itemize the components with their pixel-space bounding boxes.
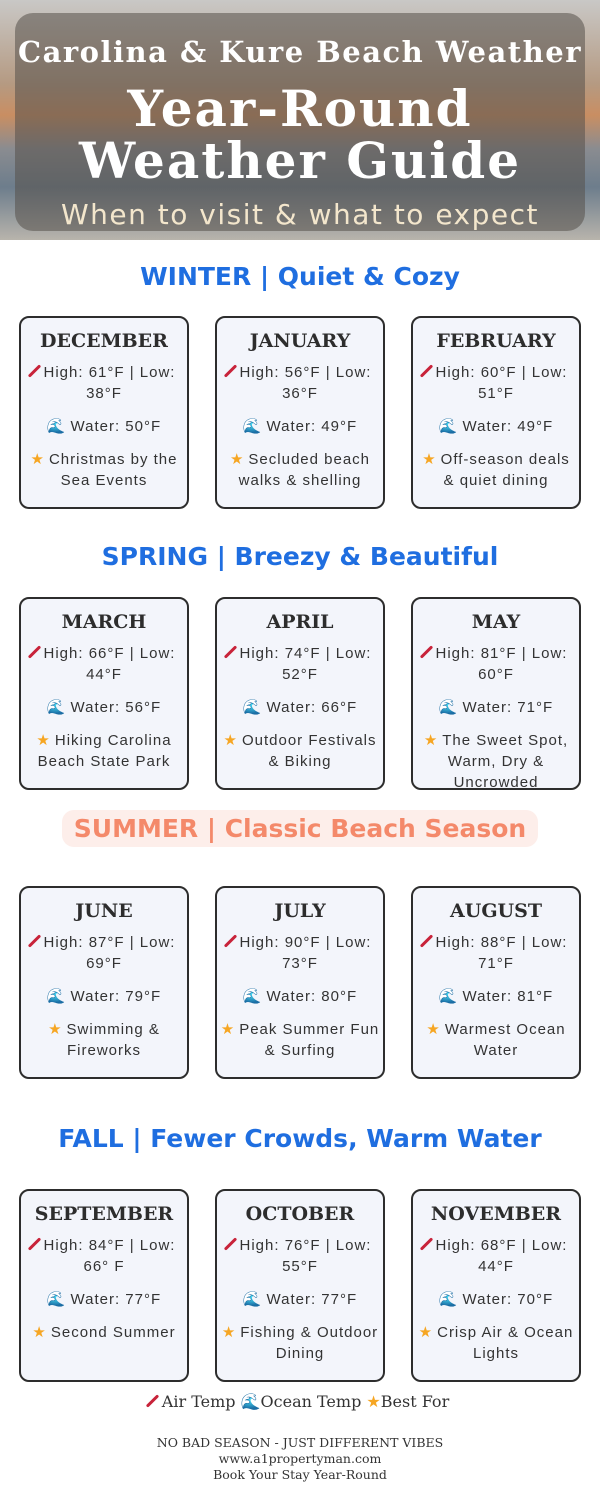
best-for bbox=[413, 449, 579, 491]
star-icon: ★ bbox=[422, 451, 437, 468]
thermometer-icon bbox=[419, 645, 432, 658]
month-name: SEPTEMBER bbox=[34, 1203, 174, 1225]
season-heading-text: SPRING | Breezy & Beautiful bbox=[101, 542, 499, 571]
month-name: NOVEMBER bbox=[430, 1203, 562, 1225]
water-temp-text: Water: 49°F bbox=[462, 418, 554, 435]
month-card-may bbox=[411, 597, 581, 790]
air-temp bbox=[413, 932, 579, 974]
hero-banner bbox=[0, 0, 600, 240]
air-temp-text: High: 90°F | Low: 73°F bbox=[239, 934, 372, 972]
best-for-text: The Sweet Spot, Warm, Dry & Uncrowded bbox=[442, 732, 569, 791]
star-icon: ★ bbox=[418, 1324, 434, 1341]
water-temp bbox=[21, 986, 187, 1007]
month-card-february bbox=[411, 316, 581, 509]
star-icon: ★ bbox=[426, 1021, 441, 1038]
best-for bbox=[21, 1019, 187, 1061]
water-temp bbox=[217, 1289, 383, 1310]
legend bbox=[0, 1392, 600, 1411]
star-icon: ★ bbox=[221, 1324, 237, 1341]
hero-title bbox=[15, 79, 585, 190]
best-for bbox=[21, 449, 187, 491]
air-temp-text: High: 84°F | Low: 66° F bbox=[43, 1237, 176, 1275]
best-for-text: Outdoor Festivals & Biking bbox=[241, 732, 377, 770]
star-icon: ★ bbox=[229, 451, 245, 468]
wave-icon: 🌊 bbox=[46, 418, 67, 435]
air-temp bbox=[217, 643, 383, 685]
wave-icon: 🌊 bbox=[242, 988, 263, 1005]
hero-title-line1: Year-Round bbox=[127, 79, 473, 138]
wave-icon: 🌊 bbox=[438, 418, 459, 435]
month-name: FEBRUARY bbox=[436, 330, 556, 352]
best-for bbox=[413, 730, 579, 793]
month-name: APRIL bbox=[266, 611, 334, 633]
star-icon: ★ bbox=[423, 732, 439, 749]
wave-icon: 🌊 bbox=[438, 988, 459, 1005]
wave-icon: 🌊 bbox=[46, 988, 67, 1005]
water-temp-text: Water: 49°F bbox=[266, 418, 358, 435]
month-card-january bbox=[215, 316, 385, 509]
air-temp-text: High: 87°F | Low: 69°F bbox=[43, 934, 176, 972]
star-icon: ★ bbox=[30, 451, 45, 468]
air-temp bbox=[21, 643, 187, 685]
water-temp-text: Water: 70°F bbox=[462, 1291, 554, 1308]
thermometer-icon bbox=[419, 934, 432, 947]
month-card-june bbox=[19, 886, 189, 1079]
water-temp-text: Water: 77°F bbox=[266, 1291, 358, 1308]
best-for bbox=[413, 1322, 579, 1364]
season-heading-text: FALL | Fewer Crowds, Warm Water bbox=[58, 1124, 542, 1153]
air-temp bbox=[21, 932, 187, 974]
air-temp-text: High: 56°F | Low: 36°F bbox=[239, 364, 372, 402]
best-for-text: Warmest Ocean Water bbox=[444, 1021, 566, 1059]
water-temp bbox=[21, 1289, 187, 1310]
best-for bbox=[21, 730, 187, 772]
wave-icon: 🌊 bbox=[438, 699, 459, 716]
best-for-text: Fishing & Outdoor Dining bbox=[240, 1324, 379, 1362]
month-name: JUNE bbox=[75, 900, 133, 922]
air-temp bbox=[217, 1235, 383, 1277]
wave-icon: 🌊 bbox=[240, 1392, 261, 1411]
month-card-october bbox=[215, 1189, 385, 1382]
air-temp bbox=[21, 1235, 187, 1277]
month-card-november bbox=[411, 1189, 581, 1382]
air-temp bbox=[413, 362, 579, 404]
thermometer-icon bbox=[419, 1237, 432, 1250]
best-for-text: Peak Summer Fun & Surfing bbox=[239, 1021, 380, 1059]
wave-icon: 🌊 bbox=[46, 1291, 67, 1308]
hero-title-line2: Weather Guide bbox=[78, 131, 522, 190]
water-temp bbox=[217, 986, 383, 1007]
star-icon: ★ bbox=[48, 1021, 63, 1038]
season-heading-spring bbox=[0, 538, 600, 575]
thermometer-icon bbox=[419, 364, 432, 377]
star-icon: ★ bbox=[32, 1324, 47, 1341]
month-name: AUGUST bbox=[450, 900, 542, 922]
best-for-text: Swimming & Fireworks bbox=[66, 1021, 160, 1059]
legend-best: Best For bbox=[380, 1392, 450, 1411]
water-temp bbox=[413, 1289, 579, 1310]
season-heading-summer bbox=[0, 810, 600, 847]
water-temp bbox=[413, 986, 579, 1007]
month-card-july bbox=[215, 886, 385, 1079]
air-temp-text: High: 68°F | Low: 44°F bbox=[435, 1237, 568, 1275]
thermometer-icon bbox=[223, 1237, 236, 1250]
water-temp-text: Water: 81°F bbox=[462, 988, 554, 1005]
water-temp bbox=[217, 416, 383, 437]
best-for-text: Christmas by the Sea Events bbox=[48, 451, 178, 489]
best-for-text: Hiking Carolina Beach State Park bbox=[37, 732, 172, 770]
water-temp-text: Water: 80°F bbox=[266, 988, 358, 1005]
season-heading-text: SUMMER | Classic Beach Season bbox=[62, 810, 538, 847]
season-heading-fall bbox=[0, 1120, 600, 1157]
thermometer-icon bbox=[146, 1394, 159, 1407]
month-card-august bbox=[411, 886, 581, 1079]
footer-website[interactable]: www.a1propertyman.com bbox=[218, 1451, 382, 1466]
water-temp-text: Water: 56°F bbox=[70, 699, 162, 716]
thermometer-icon bbox=[27, 645, 40, 658]
month-card-september bbox=[19, 1189, 189, 1382]
wave-icon: 🌊 bbox=[242, 418, 263, 435]
best-for bbox=[217, 730, 383, 772]
footer-slogan: NO BAD SEASON - JUST DIFFERENT VIBES bbox=[156, 1435, 444, 1450]
wave-icon: 🌊 bbox=[242, 699, 263, 716]
thermometer-icon bbox=[27, 1237, 40, 1250]
best-for-text: Second Summer bbox=[50, 1324, 176, 1341]
month-card-december bbox=[19, 316, 189, 509]
water-temp bbox=[413, 416, 579, 437]
month-name: JANUARY bbox=[249, 330, 351, 352]
star-icon: ★ bbox=[366, 1392, 381, 1411]
month-name: OCTOBER bbox=[245, 1203, 355, 1225]
legend-ocean: Ocean Temp bbox=[260, 1392, 362, 1411]
star-icon: ★ bbox=[220, 1021, 236, 1038]
season-heading-text: WINTER | Quiet & Cozy bbox=[140, 262, 460, 291]
water-temp-text: Water: 77°F bbox=[70, 1291, 162, 1308]
air-temp bbox=[21, 362, 187, 404]
best-for bbox=[217, 1322, 383, 1364]
month-name: MAY bbox=[471, 611, 521, 633]
month-card-march bbox=[19, 597, 189, 790]
air-temp-text: High: 76°F | Low: 55°F bbox=[239, 1237, 372, 1275]
month-card-april bbox=[215, 597, 385, 790]
air-temp bbox=[217, 362, 383, 404]
legend-air: Air Temp bbox=[161, 1392, 236, 1411]
thermometer-icon bbox=[223, 645, 236, 658]
thermometer-icon bbox=[223, 934, 236, 947]
thermometer-icon bbox=[223, 364, 236, 377]
water-temp bbox=[413, 697, 579, 718]
month-name: DECEMBER bbox=[40, 330, 168, 352]
water-temp-text: Water: 71°F bbox=[462, 699, 554, 716]
best-for-text: Off-season deals & quiet dining bbox=[440, 451, 570, 489]
water-temp bbox=[217, 697, 383, 718]
best-for-text: Crisp Air & Ocean Lights bbox=[437, 1324, 574, 1362]
wave-icon: 🌊 bbox=[242, 1291, 263, 1308]
water-temp-text: Water: 79°F bbox=[70, 988, 162, 1005]
water-temp bbox=[21, 697, 187, 718]
air-temp-text: High: 74°F | Low: 52°F bbox=[239, 645, 372, 683]
wave-icon: 🌊 bbox=[438, 1291, 459, 1308]
best-for bbox=[413, 1019, 579, 1061]
air-temp bbox=[413, 643, 579, 685]
air-temp-text: High: 88°F | Low: 71°F bbox=[435, 934, 568, 972]
air-temp bbox=[217, 932, 383, 974]
air-temp-text: High: 60°F | Low: 51°F bbox=[435, 364, 568, 402]
footer bbox=[0, 1435, 600, 1483]
season-heading-winter bbox=[0, 258, 600, 295]
water-temp-text: Water: 50°F bbox=[70, 418, 162, 435]
water-temp bbox=[21, 416, 187, 437]
month-name: MARCH bbox=[61, 611, 147, 633]
star-icon: ★ bbox=[36, 732, 51, 749]
best-for bbox=[217, 1019, 383, 1061]
hero-tagline: When to visit & what to expect bbox=[60, 198, 539, 231]
hero-overlay bbox=[15, 13, 585, 231]
star-icon: ★ bbox=[223, 732, 238, 749]
air-temp bbox=[413, 1235, 579, 1277]
air-temp-text: High: 66°F | Low: 44°F bbox=[43, 645, 176, 683]
best-for bbox=[21, 1322, 187, 1343]
air-temp-text: High: 61°F | Low: 38°F bbox=[43, 364, 176, 402]
month-name: JULY bbox=[274, 900, 326, 922]
best-for bbox=[217, 449, 383, 491]
best-for-text: Secluded beach walks & shelling bbox=[238, 451, 371, 489]
hero-subtitle: Carolina & Kure Beach Weather bbox=[18, 35, 582, 69]
air-temp-text: High: 81°F | Low: 60°F bbox=[435, 645, 568, 683]
footer-cta: Book Your Stay Year-Round bbox=[213, 1467, 387, 1482]
thermometer-icon bbox=[27, 934, 40, 947]
thermometer-icon bbox=[27, 364, 40, 377]
water-temp-text: Water: 66°F bbox=[266, 699, 358, 716]
wave-icon: 🌊 bbox=[46, 699, 67, 716]
